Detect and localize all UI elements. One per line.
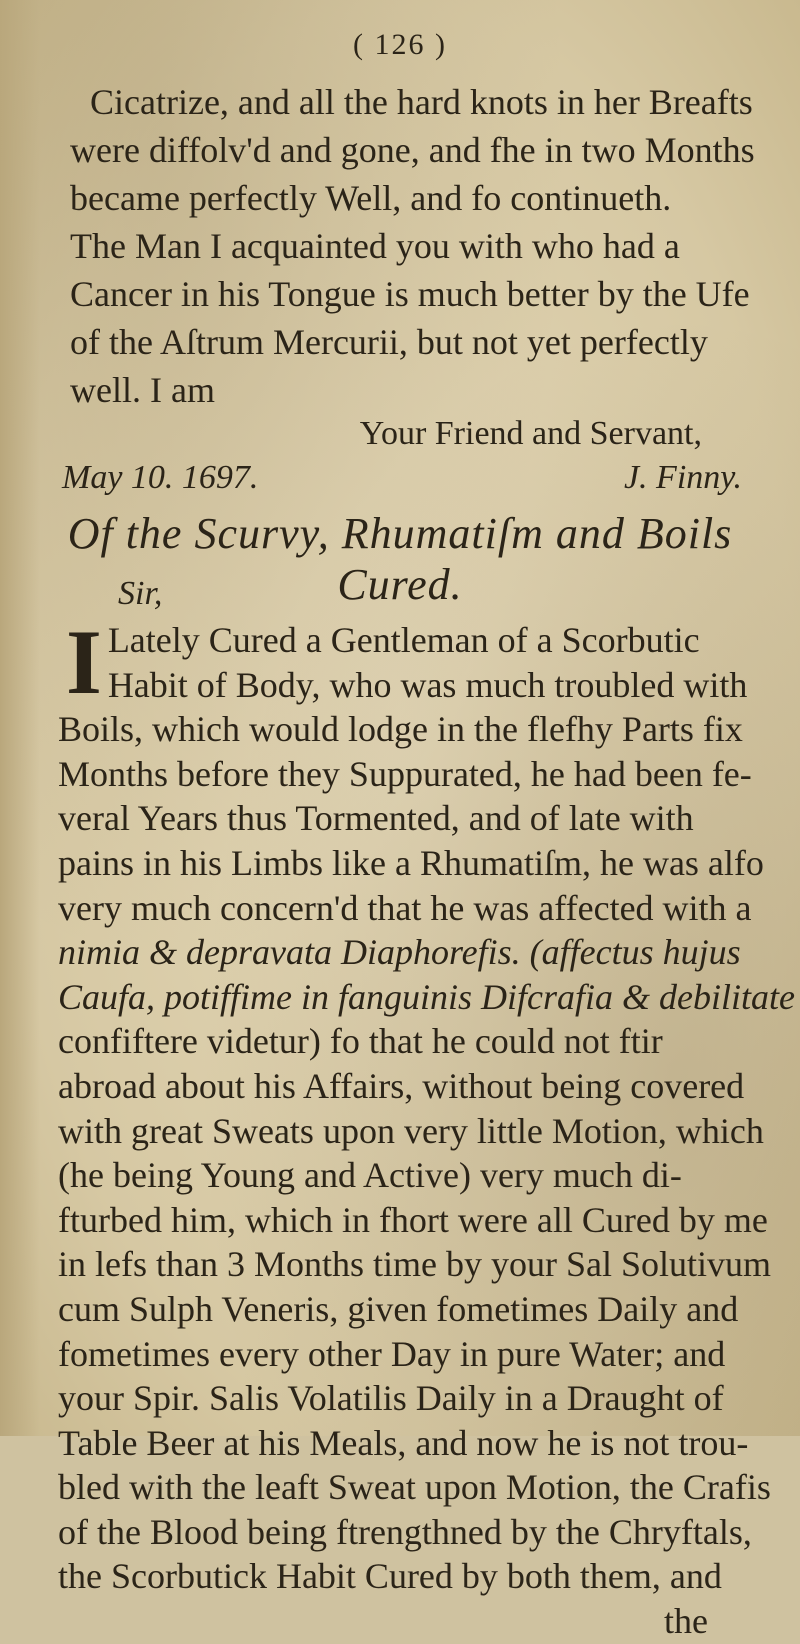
text-line: nimia & depravata Diaphorefis. (affectus hujus: [58, 932, 741, 973]
drop-cap: I: [66, 611, 102, 713]
text-line: Cancer in his Tongue is much better by the Ufe: [70, 274, 750, 314]
text-line: in lefs than 3 Months time by your Sal Solutivum: [58, 1244, 771, 1285]
text-line: pains in his Limbs like a Rhumatiſm, he was alfo: [58, 842, 764, 883]
text-line: well. I am: [70, 370, 215, 410]
top-paragraph: [62, 78, 762, 414]
text-line: the Scorbutick Habit Cured by both them, and: [58, 1556, 722, 1597]
text-line: were diffolv'd and gone, and fhe in two Months: [70, 130, 755, 170]
text-line: of the Aſtrum Mercurii, but not yet perfectly: [70, 322, 708, 362]
text-line: of the Blood being ftrengthned by the Chryftals,: [58, 1511, 752, 1552]
text-line: (he being Young and Active) very much di-: [58, 1155, 682, 1196]
text-line: Table Beer at his Meals, and now he is not trou-: [58, 1422, 749, 1463]
letter-signature: [62, 412, 762, 500]
section-body: [58, 611, 795, 1644]
text-line: your Spir. Salis Volatilis Daily in a Draught of: [58, 1378, 724, 1419]
salutation: Sir,: [118, 575, 163, 612]
signature-row: [62, 456, 762, 500]
text-line: The Man I acquainted you with who had a: [70, 226, 680, 266]
text-line: fometimes every other Day in pure Water; and: [58, 1333, 726, 1374]
text-line: bled with the leaft Sweat upon Motion, the Crafis: [58, 1467, 771, 1508]
text-line: cum Sulph Veneris, given fometimes Daily and: [58, 1288, 739, 1329]
text-line: Boils, which would lodge in the flefhy Parts fix: [58, 709, 743, 750]
letter-date: May 10. 1697.: [62, 459, 259, 496]
text-line: abroad about his Affairs, without being covered: [58, 1065, 745, 1106]
page-shadow-edge: [0, 0, 40, 1436]
text-line: fturbed him, which in fhort were all Cured by me: [58, 1199, 768, 1240]
text-line: veral Years thus Tormented, and of late with: [58, 798, 694, 839]
signatory-name: J. Finny.: [623, 459, 742, 496]
catchword: the: [664, 1601, 708, 1642]
text-line: Lately Cured a Gentleman of a Scorbutic: [107, 620, 700, 660]
text-line: with great Sweats upon very little Motion, which: [58, 1110, 764, 1151]
text-line: became perfectly Well, and fo continueth.: [70, 178, 672, 218]
text-line: Cicatrize, and all the hard knots in her Breafts: [90, 82, 753, 122]
page-number: ( 126 ): [353, 28, 447, 61]
text-line: Caufa, potiffime in fanguinis Difcrafia & debilitate: [58, 976, 795, 1017]
section-heading: Of the Scurvy, Rhumatiſm and Boils Cured.: [67, 509, 733, 609]
text-line: confiftere videtur) fo that he could not ftir: [58, 1021, 663, 1062]
text-line: Months before they Suppurated, he had been fe-: [58, 753, 752, 794]
closing-line: Your Friend and Servant,: [359, 415, 702, 452]
text-line: Habit of Body, who was much troubled with: [107, 664, 748, 705]
text-line: very much concern'd that he was affected with a: [58, 887, 752, 928]
